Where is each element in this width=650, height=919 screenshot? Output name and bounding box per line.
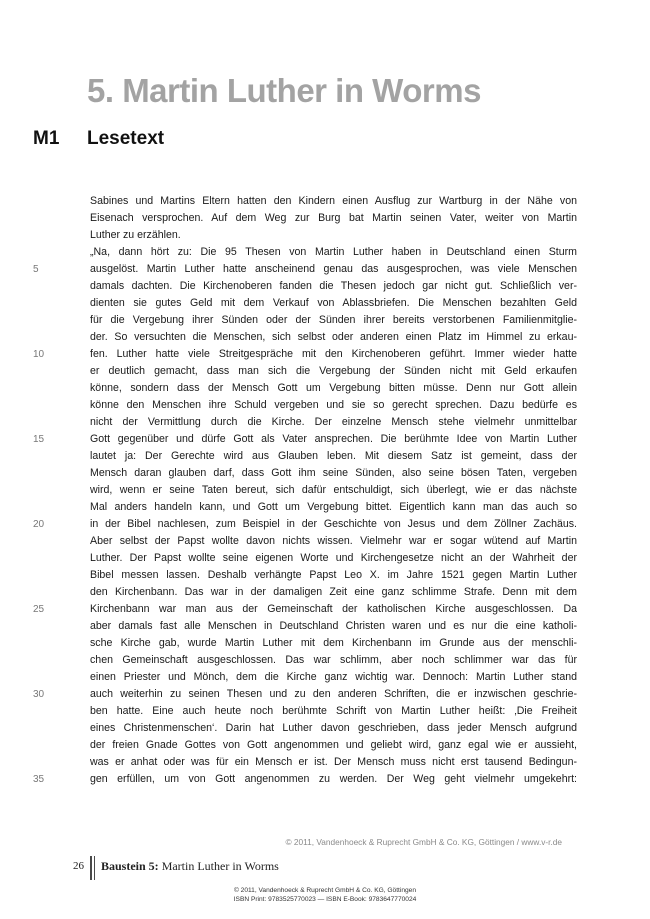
page-footer: [32, 856, 632, 877]
line-text: wird, wenn er seine Taten bereut, sich dafür entschuldigt, sich überlegt, wie er das nächste: [90, 484, 577, 496]
line-text: dienten sie gutes Geld mit dem Verkauf von Ablassbriefen. Die Menschen bezahlten Geld: [90, 297, 577, 309]
line-text: Aber selbst der Papst wollte davon nichts wissen. Vielmehr war er sogar wütend auf Martin: [90, 535, 577, 547]
section-heading: [33, 128, 164, 150]
text-line: [90, 567, 577, 584]
text-line: [90, 703, 577, 720]
line-text: Mal anders handeln kann, und Gott um Vergebung bittet. Eigentlich kann man das auch so: [90, 501, 577, 513]
line-text: sche Kirche gab, wurde Martin Luther mit dem Kirchenbann im Grunde aus der menschli-: [90, 637, 577, 649]
line-text: fen. Luther hatte viele Streitgespräche mit den Kirchenoberen geführt. Immer wieder hatte: [90, 348, 577, 360]
text-line: [90, 618, 577, 635]
line-text: für die Vergebung ihrer Sünden oder der Sünden ihrer bereits verstorbenen Familienmitglie-: [90, 314, 577, 326]
text-line: [90, 720, 577, 737]
line-text: nicht der Vermittlung durch die Kirche. Der einzelne Mensch stehe vielmehr unmittelbar: [90, 416, 577, 428]
line-text: Eisenach versprochen. Auf dem Weg zur Burg bat Martin seinen Vater, weiter von Martin: [90, 212, 577, 224]
text-line: [90, 737, 577, 754]
line-text: ausgelöst. Martin Luther hatte anscheinend genau das ausgesprochen, was viele Menschen: [90, 263, 577, 275]
text-line: [90, 397, 577, 414]
text-line: [33, 771, 577, 788]
text-line: [33, 261, 577, 278]
footer-divider-thin: [94, 856, 95, 880]
line-number: 15: [33, 434, 45, 445]
text-line: [90, 669, 577, 686]
text-line: [33, 516, 577, 533]
line-number: 10: [33, 349, 45, 360]
section-label: M1: [33, 128, 60, 149]
text-line: [90, 550, 577, 567]
line-text: der freien Gnade Gottes von Gott angenommen und geliebt wird, ganz egal wie er aussieht,: [90, 739, 577, 751]
text-line: [33, 601, 577, 618]
line-text: Luther. Der Papst wollte seine eigenen Worte und Kirchengesetze nicht an der Wahrheit der: [90, 552, 577, 564]
running-head-title: Martin Luther in Worms: [158, 859, 279, 873]
text-line: [90, 465, 577, 482]
imprint-isbn: ISBN Print: 9783525770023 — ISBN E-Book: 9783647770024: [233, 896, 417, 903]
copyright-notice: © 2011, Vandenhoeck & Ruprecht GmbH & Co. KG, Göttingen / www.v-r.de: [285, 837, 562, 847]
line-number: 5: [33, 264, 39, 275]
text-line: [90, 448, 577, 465]
line-number: 35: [33, 774, 45, 785]
line-text: er deutlich gemacht, dass man sich die Vergebung der Sünden nicht mit Geld erkaufen: [90, 365, 577, 377]
text-line: [33, 431, 577, 448]
line-text: den Kirchenbann. Das war in der damaligen Zeit eine ganz schlimme Strafe. Denn mit dem: [90, 586, 577, 598]
line-text: ben hatte. Eine auch heute noch berühmte Schrift von Martin Luther heißt: ‚Die Freiheit: [90, 705, 577, 717]
text-line: [90, 193, 577, 210]
line-text: chen Gemeinschaft ausgeschlossen. Das war schlimm, aber noch schlimmer war das für: [90, 654, 577, 666]
line-text: könne, sondern dass der Mensch Gott um Vergebung bitten müsse. Denn nur Gott allein: [90, 382, 577, 394]
text-line: [90, 499, 577, 516]
text-line: [90, 414, 577, 431]
line-text: könne den Menschen ihre Schuld vergeben und sie so gerecht sprechen. Dazu bedürfe es: [90, 399, 577, 411]
line-text: Gott gegenüber und dürfe Gott als Vater ansprechen. Die berühmte Idee von Martin Luther: [90, 433, 577, 445]
running-head-label: Baustein 5:: [101, 859, 159, 873]
text-line: [90, 227, 577, 244]
text-line: [33, 346, 577, 363]
text-line: [90, 652, 577, 669]
line-number: 25: [33, 604, 45, 615]
chapter-title: 5. Martin Luther in Worms: [87, 72, 481, 109]
line-text: „Na, dann hört zu: Die 95 Thesen von Martin Luther haben in Deutschland einen Sturm: [90, 246, 577, 258]
line-text: aber damals fast alle Menschen in Deutschland Christen waren und es nur die eine katholi-: [90, 620, 577, 632]
running-head: [101, 859, 279, 874]
line-text: Sabines und Martins Eltern hatten den Kindern einen Ausflug zur Wartburg in der Nähe von: [90, 195, 577, 207]
line-text: der. So versuchten die Menschen, sich selbst oder anderen einen Platz im Himmel zu erkau-: [90, 331, 577, 343]
line-text: einen Priester und Mönch, dem die Kirche ganz wichtig war. Dennoch: Martin Luther stand: [90, 671, 577, 683]
line-text: auch weiterhin zu seinen Thesen und zu den anderen Schriften, die er inzwischen geschrie-: [90, 688, 577, 700]
line-text: Mensch daran glauben darf, dass Gott ihm seine Sünden, also seine bösen Taten, vergeben: [90, 467, 577, 479]
text-line: [90, 533, 577, 550]
line-text: Luther zu erzählen.: [90, 229, 181, 241]
text-line: [90, 312, 577, 329]
line-text: damals dachten. Die Kirchenoberen fanden die Thesen jedoch gar nicht gut. Schließlich ver-: [90, 280, 577, 292]
page-number: 26: [73, 860, 84, 872]
text-line: [90, 482, 577, 499]
line-text: eines Christenmenschen‘. Darin hat Luther davon geschrieben, dass jeder Mensch aufgrund: [90, 722, 577, 734]
text-line: [90, 244, 577, 261]
line-text: lautet ja: Der Gerechte wird aus Glauben leben. Mit diesem Satz ist gemeint, dass der: [90, 450, 577, 462]
footer-divider: [90, 856, 92, 880]
line-text: gen erfüllen, um von Gott angenommen zu werden. Der Weg geht vielmehr umgekehrt:: [90, 773, 577, 785]
line-number: 20: [33, 519, 45, 530]
line-number: 30: [33, 689, 45, 700]
text-line: [90, 363, 577, 380]
line-text: Bibel messen lassen. Deshalb verhängte Papst Leo X. im Jahre 1521 gegen Martin Luther: [90, 569, 577, 581]
text-line: [33, 686, 577, 703]
text-line: [90, 278, 577, 295]
line-text: in der Bibel nachlesen, zum Beispiel in der Geschichte von Jesus und dem Zöllner Zachäus.: [90, 518, 577, 530]
reading-text: [33, 193, 577, 788]
text-line: [90, 329, 577, 346]
text-line: [90, 210, 577, 227]
imprint-copyright: © 2011, Vandenhoeck & Ruprecht GmbH & Co. KG, Göttingen: [233, 887, 416, 894]
text-line: [90, 295, 577, 312]
text-line: [90, 584, 577, 601]
section-title: Lesetext: [87, 128, 165, 149]
text-line: [90, 754, 577, 771]
text-line: [90, 380, 577, 397]
line-text: Kirchenbann war man aus der Gemeinschaft der katholischen Kirche ausgeschlossen. Da: [90, 603, 577, 615]
line-text: was er anhat oder was für ein Mensch er ist. Der Mensch muss nicht erst tausend Bedingun-: [90, 756, 577, 768]
text-line: [90, 635, 577, 652]
